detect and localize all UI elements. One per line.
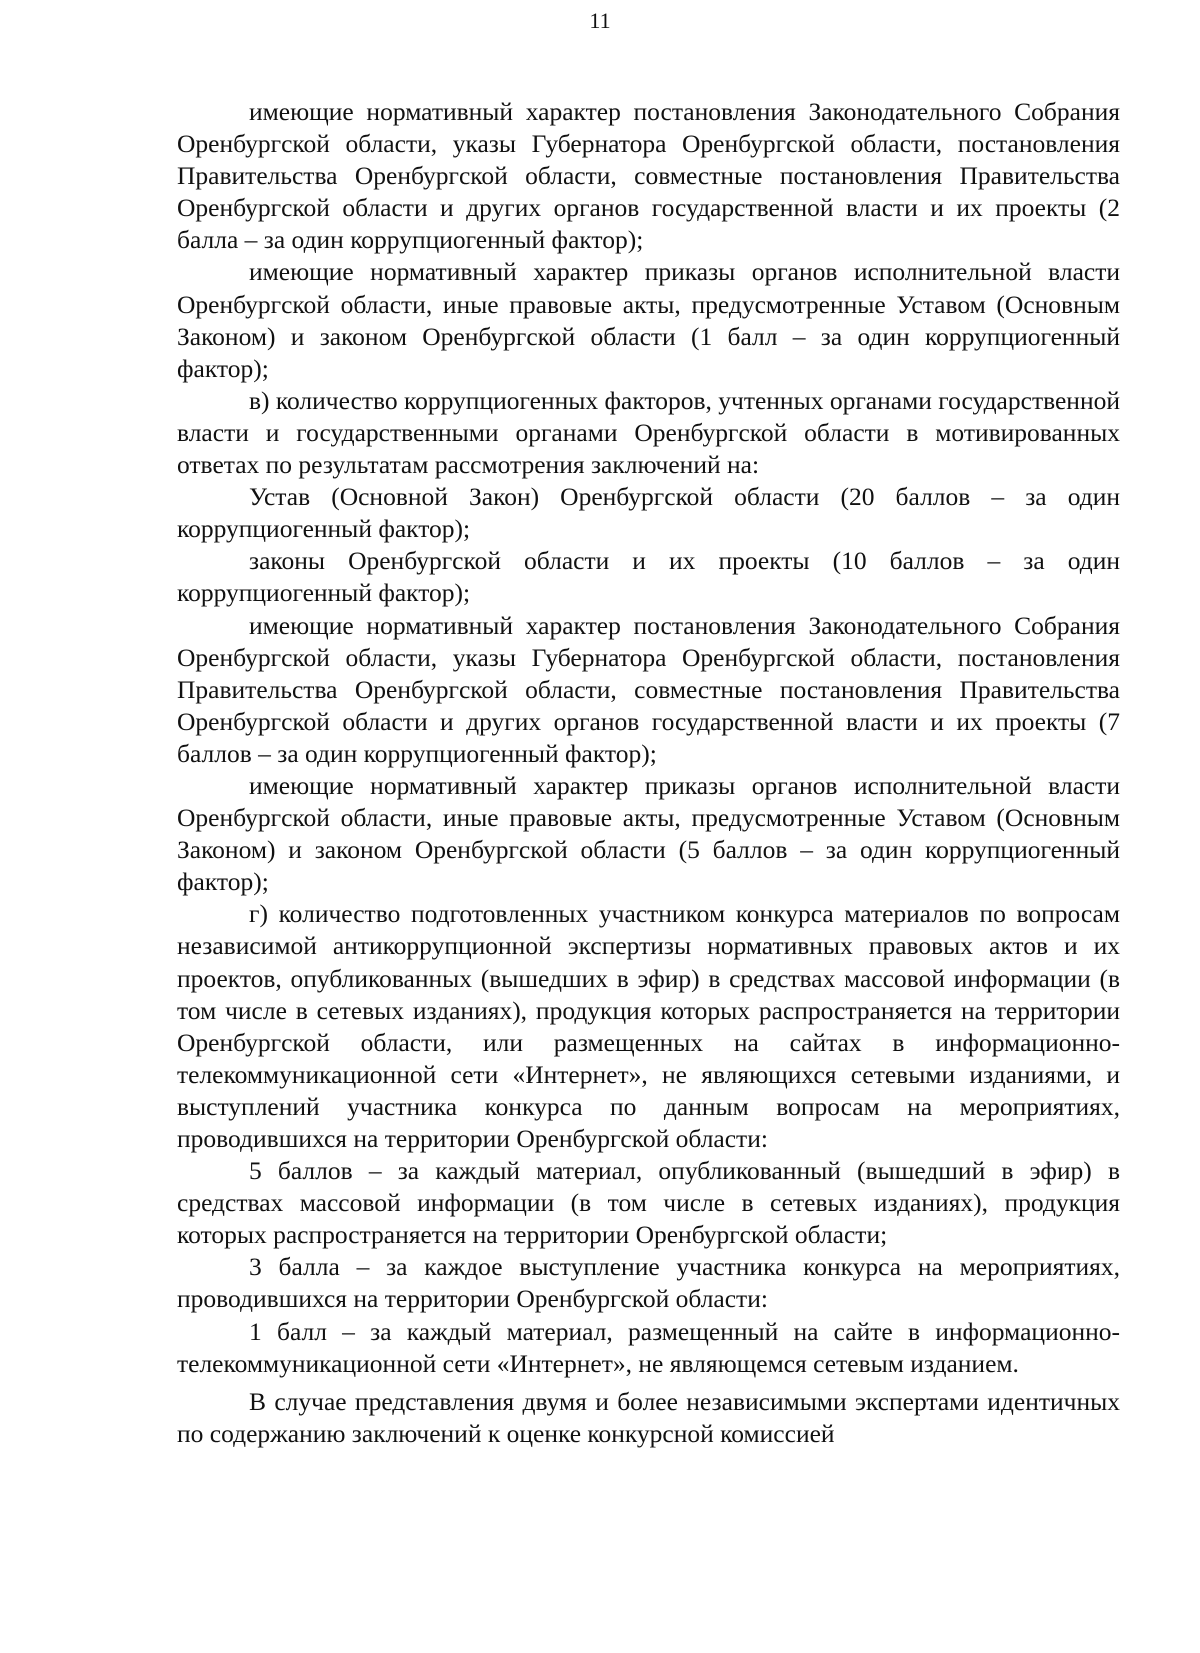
document-body bbox=[177, 96, 1120, 1450]
paragraph-laws-10-points: законы Оренбургской области и их проекты (10 баллов – за один коррупциогенный фактор); bbox=[177, 546, 1120, 608]
paragraph-regional-acts-7-points: имеющие нормативный характер постановления Законодательного Собрания Оренбургской области, указы Губернатора Оренбургской области, постановления Правительства Оренбургской области, совместные постановления Правительства Оренбургской области и других органов государственной власти и их проекты (7 баллов – за один коррупциогенный фактор); bbox=[177, 610, 1120, 768]
paragraph-media-5-points: 5 баллов – за каждый материал, опубликованный (вышедший в эфир) в средствах массовой информации (в том числе в сетевых изданиях), продукция которых распространяется на территории Оренбургской области; bbox=[177, 1156, 1120, 1250]
paragraph-executive-orders-1-point: имеющие нормативный характер приказы органов исполнительной власти Оренбургской области, иные правовые акты, предусмотренные Уставом (Основным Законом) и законом Оренбургской области (1 балл – за один коррупциогенный фактор); bbox=[177, 257, 1120, 383]
paragraph-item-v: в) количество коррупциогенных факторов, учтенных органами государственной власти и государственными органами Оренбургской области в мотивированных ответах по результатам рассмотрения заключений на: bbox=[177, 385, 1120, 480]
paragraph-executive-orders-5-points: имеющие нормативный характер приказы органов исполнительной власти Оренбургской области, иные правовые акты, предусмотренные Уставом (Основным Законом) и законом Оренбургской области (5 баллов – за один коррупциогенный фактор); bbox=[177, 770, 1120, 897]
paragraph-events-3-points: 3 балла – за каждое выступление участника конкурса на мероприятиях, проводившихся на территории Оренбургской области: bbox=[177, 1252, 1120, 1314]
paragraph-charter-20-points: Устав (Основной Закон) Оренбургской области (20 баллов – за один коррупциогенный фактор); bbox=[177, 482, 1120, 544]
paragraph-regional-acts-2-points: имеющие нормативный характер постановления Законодательного Собрания Оренбургской области, указы Губернатора Оренбургской области, постановления Правительства Оренбургской области, совместные постановления Правительства Оренбургской области и других органов государственной власти и их проекты (2 балла – за один коррупциогенный фактор); bbox=[177, 97, 1120, 255]
page-number: 11 bbox=[589, 8, 611, 33]
paragraph-internet-1-point: 1 балл – за каждый материал, размещенный на сайте в информационно-телекоммуникационной сети «Интернет», не являющемся сетевым изданием. bbox=[177, 1316, 1120, 1378]
paragraph-identical-conclusions: В случае представления двумя и более независимыми экспертами идентичных по содержанию заключений к оценке конкурсной комиссией bbox=[177, 1386, 1120, 1448]
paragraph-item-g: г) количество подготовленных участником конкурса материалов по вопросам независимой антикоррупционной экспертизы нормативных правовых актов и их проектов, опубликованных (вышедших в эфир) в средствах массовой информации (в том числе в сетевых изданиях), продукция которых распространяется на территории Оренбургской области, или размещенных на сайтах в информационно-телекоммуникационной сети «Интернет», не являющихся сетевыми изданиями, и выступлений участника конкурса по данным вопросам на мероприятиях, проводившихся на территории Оренбургской области: bbox=[177, 899, 1120, 1153]
